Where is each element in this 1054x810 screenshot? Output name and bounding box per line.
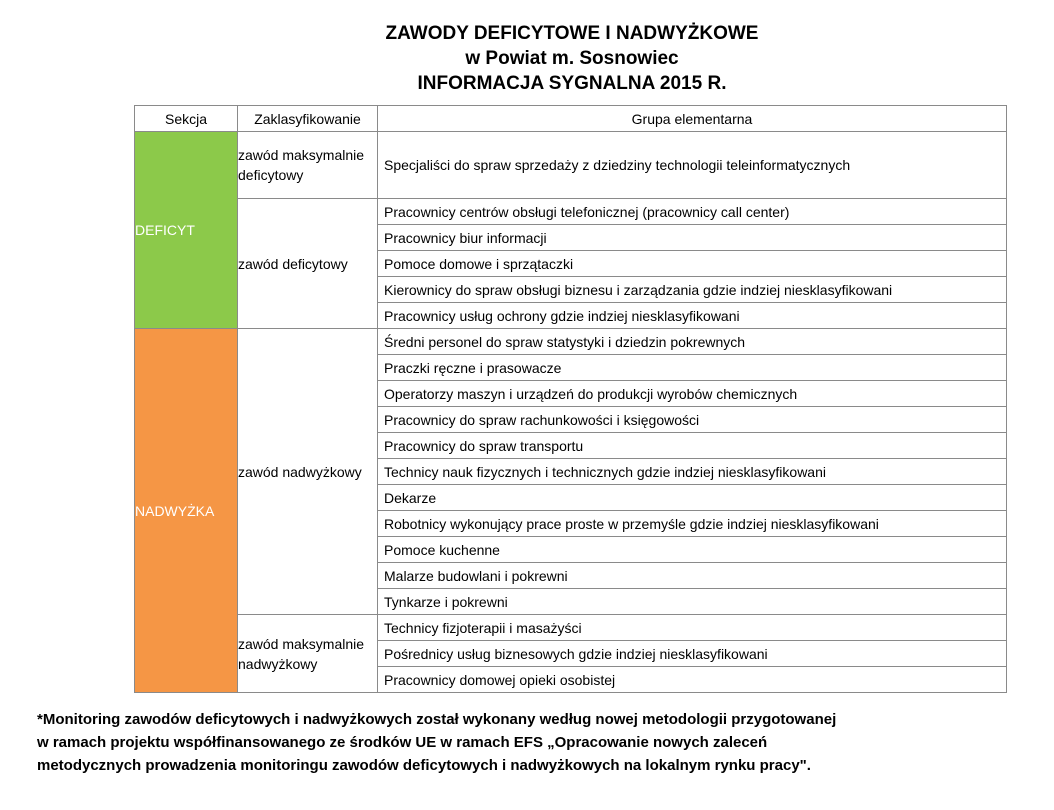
occupation-group-cell: Pracownicy do spraw transportu (378, 433, 1007, 459)
table-row (135, 132, 1007, 199)
occupation-group-cell: Tynkarze i pokrewni (378, 589, 1007, 615)
occupation-group-cell: Malarze budowlani i pokrewni (378, 563, 1007, 589)
footnote-line: metodycznych prowadzenia monitoringu zawodów deficytowych i nadwyżkowych na lokalnym rynku pracy". (37, 757, 811, 774)
occupation-group-cell: Pomoce domowe i sprzątaczki (378, 251, 1007, 277)
table-row (135, 329, 1007, 355)
occupations-table (134, 105, 1007, 693)
occupation-group-cell: Pracownicy domowej opieki osobistej (378, 667, 1007, 693)
occupation-group-cell: Kierownicy do spraw obsługi biznesu i zarządzania gdzie indziej niesklasyfikowani (378, 277, 1007, 303)
footnote-line: *Monitoring zawodów deficytowych i nadwyżkowych został wykonany według nowej metodologii przygotowanej (37, 711, 837, 728)
occupation-group-cell: Praczki ręczne i prasowacze (378, 355, 1007, 381)
footnote-line: w ramach projektu współfinansowanego ze środków UE w ramach EFS „Opracowanie nowych zaleceń (37, 734, 768, 751)
header-sekcja: Sekcja (135, 106, 238, 132)
occupation-group-cell: Pracownicy centrów obsługi telefonicznej (pracownicy call center) (378, 199, 1007, 225)
category-cell: zawód maksymalnie nadwyżkowy (238, 615, 378, 693)
occupation-group-cell: Pracownicy biur informacji (378, 225, 1007, 251)
report-subtitle-year: INFORMACJA SYGNALNA 2015 R. (417, 73, 727, 94)
occupation-group-cell: Specjaliści do spraw sprzedaży z dziedziny technologii teleinformatycznych (378, 132, 1007, 199)
table-body (135, 132, 1007, 693)
occupation-group-cell: Dekarze (378, 485, 1007, 511)
category-cell: zawód deficytowy (238, 199, 378, 329)
occupation-group-cell: Pracownicy usług ochrony gdzie indziej niesklasyfikowani (378, 303, 1007, 329)
occupation-group-cell: Technicy nauk fizycznych i technicznych gdzie indziej niesklasyfikowani (378, 459, 1007, 485)
occupation-group-cell: Pomoce kuchenne (378, 537, 1007, 563)
category-cell: zawód maksymalnie deficytowy (238, 132, 378, 199)
table-row (135, 199, 1007, 225)
table-row (135, 615, 1007, 641)
section-cell-nadwyzka: NADWYŻKA (135, 329, 238, 693)
report-subtitle-region: w Powiat m. Sosnowiec (465, 48, 679, 69)
occupation-group-cell: Technicy fizjoterapii i masażyści (378, 615, 1007, 641)
occupation-group-cell: Pracownicy do spraw rachunkowości i księgowości (378, 407, 1007, 433)
occupation-group-cell: Średni personel do spraw statystyki i dziedzin pokrewnych (378, 329, 1007, 355)
table-header-row (135, 106, 1007, 132)
report-title: ZAWODY DEFICYTOWE I NADWYŻKOWE (385, 23, 759, 44)
section-cell-deficyt: DEFICYT (135, 132, 238, 329)
occupation-group-cell: Robotnicy wykonujący prace proste w przemyśle gdzie indziej niesklasyfikowani (378, 511, 1007, 537)
category-cell: zawód nadwyżkowy (238, 329, 378, 615)
header-grupa-elementarna: Grupa elementarna (378, 106, 1007, 132)
occupation-group-cell: Pośrednicy usług biznesowych gdzie indziej niesklasyfikowani (378, 641, 1007, 667)
header-zaklasyfikowanie: Zaklasyfikowanie (238, 106, 378, 132)
footnote (37, 708, 1037, 777)
occupation-group-cell: Operatorzy maszyn i urządzeń do produkcji wyrobów chemicznych (378, 381, 1007, 407)
